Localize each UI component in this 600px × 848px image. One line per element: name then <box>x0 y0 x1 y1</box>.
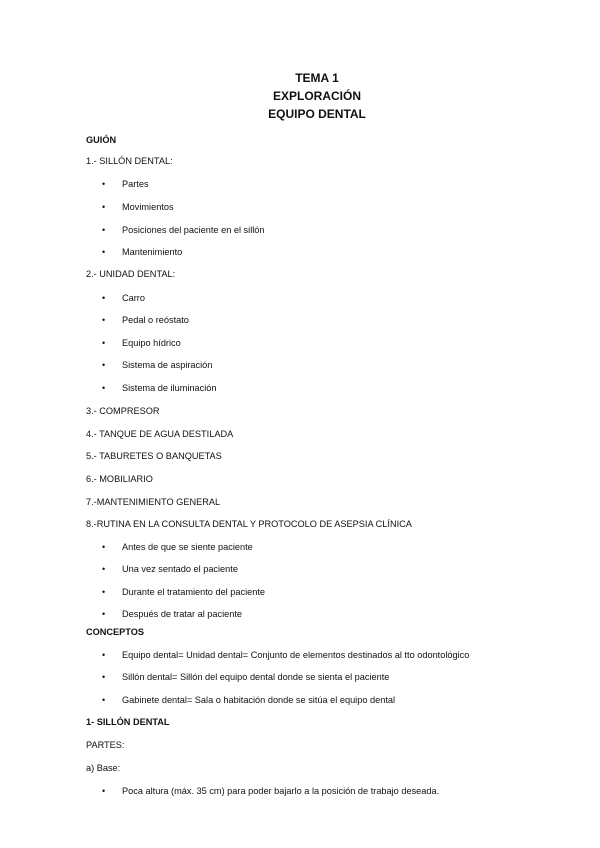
section-label: 7.-MANTENIMIENTO GENERAL <box>86 497 221 507</box>
list-item: Posiciones del paciente en el sillón <box>122 225 265 235</box>
list-item: Partes <box>122 179 149 189</box>
bullet-icon: • <box>102 587 106 597</box>
list-item: Después de tratar al paciente <box>122 609 243 619</box>
list-item: Sillón dental= Sillón del equipo dental donde se sienta el paciente <box>122 672 390 682</box>
bullet-icon: • <box>102 315 106 325</box>
list-item: Poca altura (máx. 35 cm) para poder bajarlo a la posición de trabajo deseada. <box>122 786 440 796</box>
base-label: a) Base: <box>86 763 121 773</box>
bullet-icon: • <box>102 202 106 212</box>
list-item: Movimientos <box>122 202 174 212</box>
list-item: Sistema de iluminación <box>122 383 217 393</box>
section-label: 6.- MOBILIARIO <box>86 474 153 484</box>
list-item: Una vez sentado el paciente <box>122 564 238 574</box>
list-item: Gabinete dental= Sala o habitación donde se sitúa el equipo dental <box>122 695 396 705</box>
list-item: Sistema de aspiración <box>122 360 213 370</box>
bullet-icon: • <box>102 672 106 682</box>
bullet-icon: • <box>102 564 106 574</box>
section-label: 1.- SILLÓN DENTAL: <box>86 156 173 166</box>
doc-title-exploracion: EXPLORACIÓN <box>272 89 361 103</box>
list-item: Durante el tratamiento del paciente <box>122 587 266 597</box>
bullet-icon: • <box>102 338 106 348</box>
bullet-icon: • <box>102 179 106 189</box>
bullet-icon: • <box>102 650 106 660</box>
doc-title-tema: TEMA 1 <box>295 71 339 85</box>
bullet-icon: • <box>102 383 106 393</box>
section-label: 8.-RUTINA EN LA CONSULTA DENTAL Y PROTOCOLO DE ASEPSIA CLÍNICA <box>86 519 412 529</box>
list-item: Antes de que se siente paciente <box>122 542 253 552</box>
bullet-icon: • <box>102 225 106 235</box>
partes-label: PARTES: <box>86 740 125 750</box>
section-label: 4.- TANQUE DE AGUA DESTILADA <box>86 429 234 439</box>
bullet-icon: • <box>102 293 106 303</box>
section-label: 3.- COMPRESOR <box>86 406 160 416</box>
section-label: 2.- UNIDAD DENTAL: <box>86 269 176 279</box>
sillon-heading: 1- SILLÓN DENTAL <box>86 717 170 727</box>
bullet-icon: • <box>102 695 106 705</box>
conceptos-heading: CONCEPTOS <box>86 627 145 637</box>
guion-heading: GUIÓN <box>86 135 117 145</box>
doc-title-equipo: EQUIPO DENTAL <box>268 107 366 121</box>
list-item: Carro <box>122 293 145 303</box>
list-item: Equipo dental= Unidad dental= Conjunto de elementos destinados al tto odontológico <box>122 650 470 660</box>
bullet-icon: • <box>102 542 106 552</box>
bullet-icon: • <box>102 360 106 370</box>
bullet-icon: • <box>102 247 106 257</box>
section-label: 5.- TABURETES O BANQUETAS <box>86 451 222 461</box>
list-item: Equipo hídrico <box>122 338 181 348</box>
bullet-icon: • <box>102 609 106 619</box>
list-item: Pedal o reóstato <box>122 315 189 325</box>
bullet-icon: • <box>102 786 106 796</box>
list-item: Mantenimiento <box>122 247 183 257</box>
